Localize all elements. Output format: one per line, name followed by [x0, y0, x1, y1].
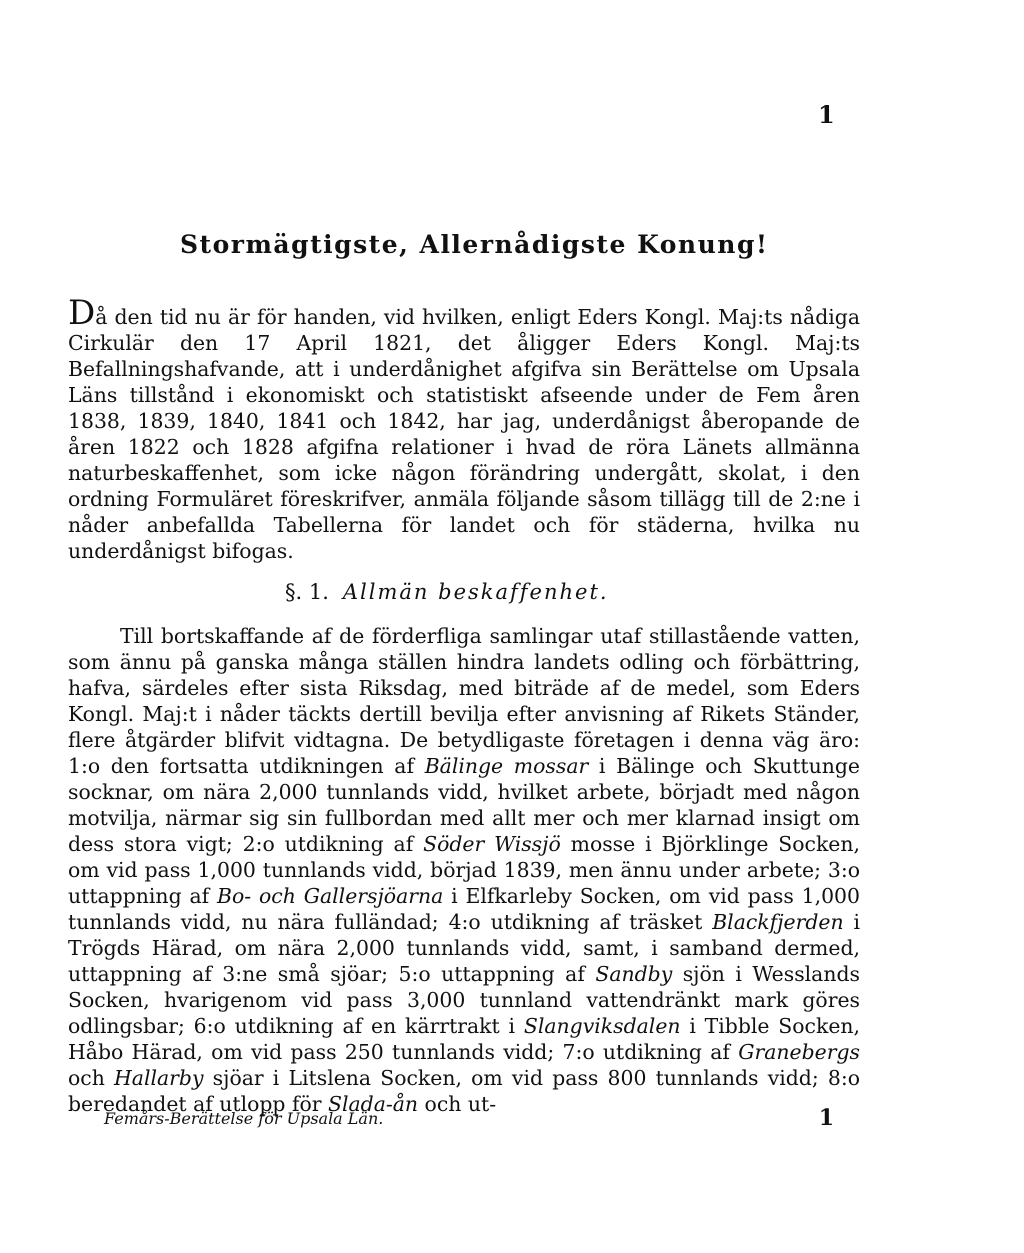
paragraph-text: i Bälinge och Skuttunge socknar, om nära 2,000 tunnlands vidd, hvilket arbete, börjadt med någon motvilja, närmar sig sin fullbordan med allt mer och mer klarnad insigt om dess stora vigt; 2:o utdikning af — [68, 754, 860, 856]
paragraph-text: i Elfkarleby Socken, om vid pass 1,000 tunnlands vidd, nu nära fulländad; 4:o utdikning af träsket — [68, 884, 860, 934]
page-footer — [104, 1105, 834, 1135]
paragraph-text: mosse i Björklinge Socken, om vid pass 1,000 tunnlands vidd, börjad 1839, men ännu under arbete; 3:o uttappning af — [68, 832, 860, 908]
place-name: Hallarby — [114, 1066, 204, 1090]
opening-paragraph-text: å den tid nu är för handen, vid hvilken, enligt Eders Kongl. Maj:ts nådiga Cirkulär den 17 April 1821, det åligger Eders Kongl. Maj:ts Befallningshafvande, att i underdånighet afgifva sin Berättelse om Upsala Läns tillstånd i ekonomiskt och statistiskt afseende under de Fem åren 1838, 1839, 1840, 1841 och 1842, har jag, underdånigst åberopande de åren 1822 och 1828 afgifna relationer i hvad de röra Länets allmänna naturbeskaffenhet, som icke någon förändring undergått, skolat, i den ordning Formuläret föreskrifver, anmäla följande såsom tillägg till de 2:ne i nåder anbefallda Tabellerna för landet och för städerna, hvilka nu underdånigst bifogas. — [68, 305, 860, 563]
paragraph-text: och ut- — [418, 1092, 497, 1116]
place-name: Bo- och Gallersjöarna — [217, 884, 444, 908]
salutation-heading: Stormägtigste, Allernådigste Konung! — [180, 230, 769, 259]
signature-mark: 1 — [818, 1105, 834, 1131]
place-name: Bälinge mossar — [424, 754, 589, 778]
section-number: §. 1. — [285, 580, 329, 604]
section-paragraph — [68, 623, 860, 1117]
place-name: Söder Wissjö — [423, 832, 561, 856]
opening-paragraph — [68, 293, 860, 564]
paragraph-text: i Trögds Härad, om nära 2,000 tunnlands vidd, samt, i samband dermed, uttappning af 3:ne små sjöar; 5:o uttappning af — [68, 910, 860, 986]
section-title: Allmän beskaffenhet. — [342, 580, 609, 604]
footer-title: Femårs-Berättelse för Upsala Län. — [104, 1109, 384, 1128]
place-name: Slada-ån — [328, 1092, 419, 1116]
place-name: Sandby — [595, 962, 673, 986]
place-name: Slangviksdalen — [523, 1014, 681, 1038]
paragraph-text: i Tibble Socken, Håbo Härad, om vid pass 250 tunnlands vidd; 7:o utdikning af — [68, 1014, 861, 1064]
paragraph-text: Till bortskaffande af de förderfliga samlingar utaf stillastående vatten, som ännu på ganska många ställen hindra landets odling och förbättring, hafva, särdeles efter sista Riksdag, med biträde af de medel, som Eders Kongl. Maj:t i nåder täckts dertill bevilja efter anvisning af Rikets Ständer, flere åtgärder blifvit vidtagna. De betydligaste företagen i denna väg äro: 1:o den fortsatta utdikningen af — [68, 624, 860, 778]
paragraph-text: sjön i Wesslands Socken, hvarigenom vid pass 3,000 tunnland vattendränkt mark göres odlingsbar; 6:o utdikning af en kärrtrakt i — [68, 962, 860, 1038]
drop-cap: D — [68, 293, 96, 333]
place-name: Blackfjerden — [712, 910, 844, 934]
paragraph-text: sjöar i Litslena Socken, om vid pass 800 tunnlands vidd; 8:o beredandet af utlopp för — [68, 1066, 861, 1116]
place-name: Granebergs — [738, 1040, 860, 1064]
section-heading — [285, 580, 609, 604]
paragraph-text: och — [68, 1066, 115, 1090]
page-number: 1 — [818, 100, 835, 129]
